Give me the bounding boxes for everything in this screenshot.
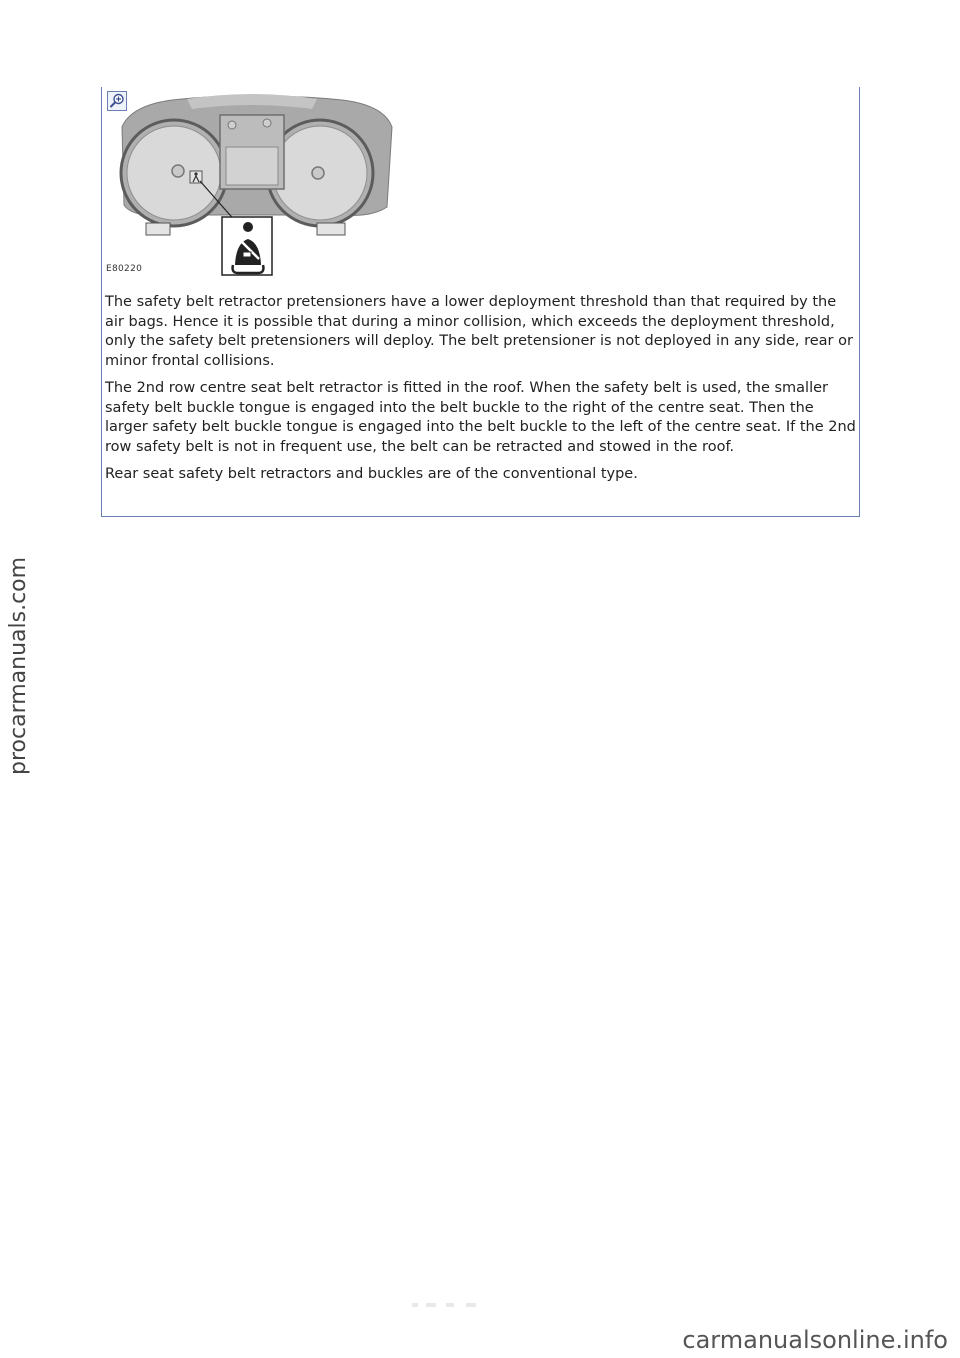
paragraph-centre-seat-belt: The 2nd row centre seat belt retractor is fitted in the roof. When the safety belt is used, the smaller safety belt buckle tongue is engaged into the belt buckle to the right of the centre seat. Then the larger safety belt buckle tongue is engaged into the belt buckle to the left of the centre seat. If the 2nd row safety belt is not in frequent use, the belt can be retracted and stowed in the roof. — [105, 380, 856, 455]
instrument-cluster-figure — [102, 87, 402, 282]
faint-page-mark — [412, 1301, 478, 1309]
content-box — [101, 87, 860, 517]
paragraph-pretensioner-threshold: The safety belt retractor pretensioners have a lower deployment threshold than that required by the air bags. Hence it is possible that during a minor collision, which exceeds the deployment threshold, only the safety belt pretensioners will deploy. The belt pretensioner is not deployed in any side, rear or minor frontal collisions. — [105, 294, 853, 369]
watermark-bottom[interactable]: carmanualsonline.info — [682, 1326, 948, 1354]
magnify-plus-icon[interactable] — [107, 91, 127, 111]
body-text — [105, 293, 857, 493]
watermark-left[interactable]: procarmanuals.com — [6, 556, 31, 775]
figure-code: E80220 — [106, 264, 143, 274]
paragraph-rear-seat-belts: Rear seat safety belt retractors and buckles are of the conventional type. — [105, 466, 638, 482]
